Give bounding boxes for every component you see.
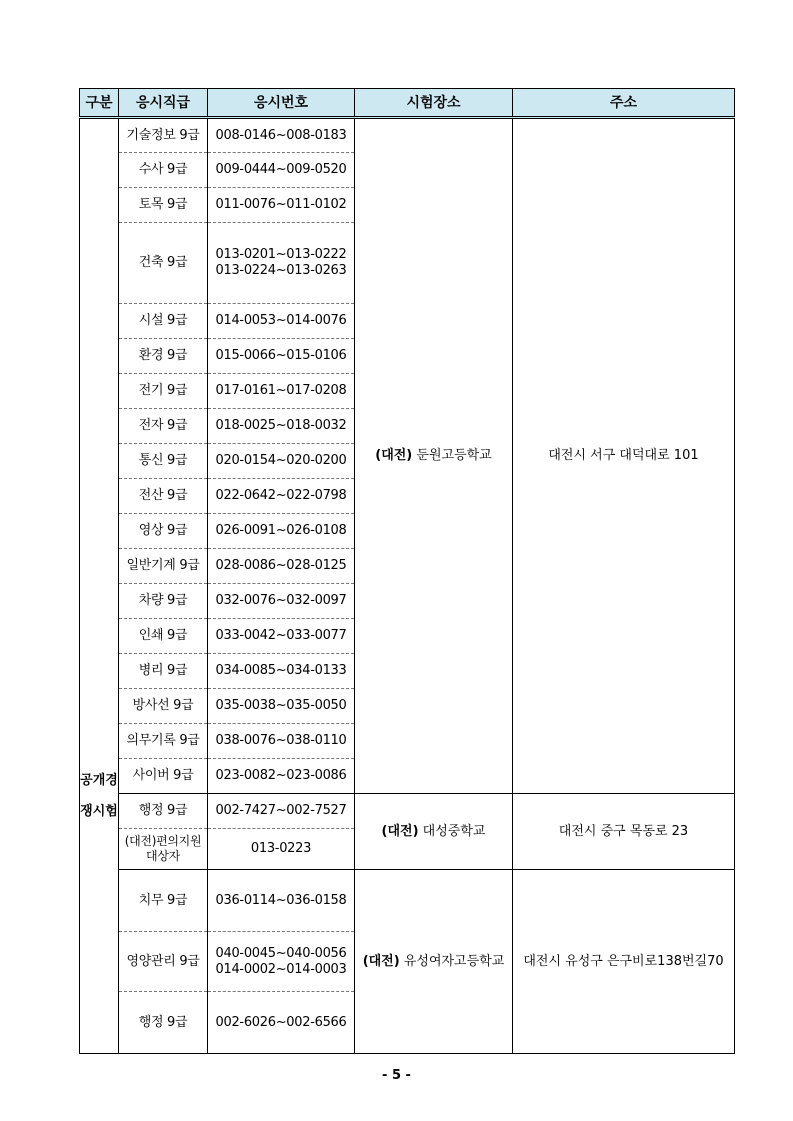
grade-line: 대상자	[146, 849, 180, 863]
grade-cell: 행정 9급	[119, 794, 208, 829]
number-cell	[208, 992, 355, 1054]
exam-schedule-table	[79, 88, 735, 1054]
number-range: 020-0154~020-0200	[215, 453, 347, 468]
header-place: 시험장소	[355, 89, 513, 118]
number-range: 038-0076~038-0110	[215, 733, 347, 748]
place-name: 대성중학교	[422, 823, 486, 839]
number-cell	[208, 829, 355, 870]
grade-cell: 전산 9급	[119, 479, 208, 514]
number-range: 013-0201~013-0222	[215, 247, 347, 262]
grade-cell: 차량 9급	[119, 584, 208, 619]
number-cell	[208, 514, 355, 549]
grade-cell: 행정 9급	[119, 992, 208, 1054]
table-row	[80, 870, 735, 932]
grade-cell: 의무기록 9급	[119, 724, 208, 759]
number-range: 017-0161~017-0208	[215, 383, 347, 398]
grade-cell: 방사선 9급	[119, 689, 208, 724]
category-char: 공	[80, 773, 93, 788]
grade-cell: 일반기계 9급	[119, 549, 208, 584]
number-cell	[208, 223, 355, 304]
number-range: 028-0086~028-0125	[215, 558, 347, 573]
number-range: 014-0002~014-0003	[215, 961, 347, 977]
number-range: 036-0114~036-0158	[215, 892, 347, 908]
number-cell	[208, 794, 355, 829]
number-range: 002-6026~002-6566	[215, 1014, 347, 1030]
grade-cell: 전기 9급	[119, 374, 208, 409]
grade-cell: 영양관리 9급	[119, 932, 208, 992]
grade-cell: 영상 9급	[119, 514, 208, 549]
table-header-row	[80, 89, 735, 118]
category-char: 경	[105, 773, 118, 788]
place-cell	[355, 794, 513, 870]
place-region: (대전)	[381, 823, 419, 839]
category-char: 개	[92, 773, 106, 788]
number-range: 013-0223	[250, 841, 312, 856]
grade-cell	[119, 829, 208, 870]
number-cell	[208, 619, 355, 654]
number-cell	[208, 584, 355, 619]
number-range: 034-0085~034-0133	[215, 663, 347, 678]
number-range: 032-0076~032-0097	[215, 593, 347, 608]
number-range: 026-0091~026-0108	[215, 523, 347, 538]
number-cell	[208, 479, 355, 514]
number-range: 011-0076~011-0102	[215, 197, 347, 212]
grade-cell: 전자 9급	[119, 409, 208, 444]
header-address: 주소	[513, 89, 735, 118]
number-cell	[208, 870, 355, 932]
address-cell: 대전시 유성구 은구비로138번길70	[513, 870, 735, 1054]
number-range: 015-0066~015-0106	[215, 348, 347, 363]
category-char: 험	[105, 804, 118, 819]
number-cell	[208, 549, 355, 584]
grade-cell: 통신 9급	[119, 444, 208, 479]
grade-cell: 치무 9급	[119, 870, 208, 932]
header-grade: 응시직급	[119, 89, 208, 118]
category-char: 쟁	[80, 804, 93, 819]
number-cell	[208, 339, 355, 374]
number-cell	[208, 374, 355, 409]
number-range: 033-0042~033-0077	[215, 628, 347, 643]
number-cell	[208, 188, 355, 223]
table-body	[80, 118, 735, 1054]
number-cell	[208, 654, 355, 689]
number-cell	[208, 724, 355, 759]
place-region: (대전)	[362, 953, 400, 969]
number-cell	[208, 759, 355, 794]
grade-cell: 기술정보 9급	[119, 118, 208, 153]
number-range: 022-0642~022-0798	[215, 488, 347, 503]
number-cell	[208, 304, 355, 339]
header-number: 응시번호	[208, 89, 355, 118]
number-range: 009-0444~009-0520	[215, 162, 347, 177]
number-cell	[208, 409, 355, 444]
grade-cell: 수사 9급	[119, 153, 208, 188]
number-cell	[208, 932, 355, 992]
address-cell: 대전시 중구 목동로 23	[513, 794, 735, 870]
grade-cell: 인쇄 9급	[119, 619, 208, 654]
grade-cell: 건축 9급	[119, 223, 208, 304]
place-name: 둔원고등학교	[416, 448, 492, 463]
number-range: 035-0038~035-0050	[215, 698, 347, 713]
number-cell	[208, 153, 355, 188]
category-char: 시	[92, 804, 106, 819]
number-range: 018-0025~018-0032	[215, 418, 347, 433]
address-cell: 대전시 서구 대덕대로 101	[513, 118, 735, 794]
grade-cell: 병리 9급	[119, 654, 208, 689]
header-category: 구분	[80, 89, 119, 118]
category-cell	[80, 118, 119, 1054]
place-name: 유성여자고등학교	[403, 953, 505, 969]
number-cell	[208, 118, 355, 153]
grade-cell: 토목 9급	[119, 188, 208, 223]
number-range: 014-0053~014-0076	[215, 313, 347, 328]
number-range: 023-0082~023-0086	[215, 768, 347, 783]
number-range: 040-0045~040-0056	[215, 945, 347, 961]
number-range: 008-0146~008-0183	[215, 127, 347, 143]
grade-cell: 사이버 9급	[119, 759, 208, 794]
grade-cell: 환경 9급	[119, 339, 208, 374]
grade-line: (대전)편의지원	[124, 834, 202, 848]
place-region: (대전)	[375, 448, 413, 463]
table-row	[80, 118, 735, 153]
number-cell	[208, 689, 355, 724]
place-cell	[355, 870, 513, 1054]
number-range: 002-7427~002-7527	[215, 803, 347, 818]
number-cell	[208, 444, 355, 479]
table-row	[80, 794, 735, 829]
number-range: 013-0224~013-0263	[215, 263, 347, 278]
grade-cell: 시설 9급	[119, 304, 208, 339]
page-number: - 5 -	[382, 1068, 411, 1083]
place-cell	[355, 118, 513, 794]
